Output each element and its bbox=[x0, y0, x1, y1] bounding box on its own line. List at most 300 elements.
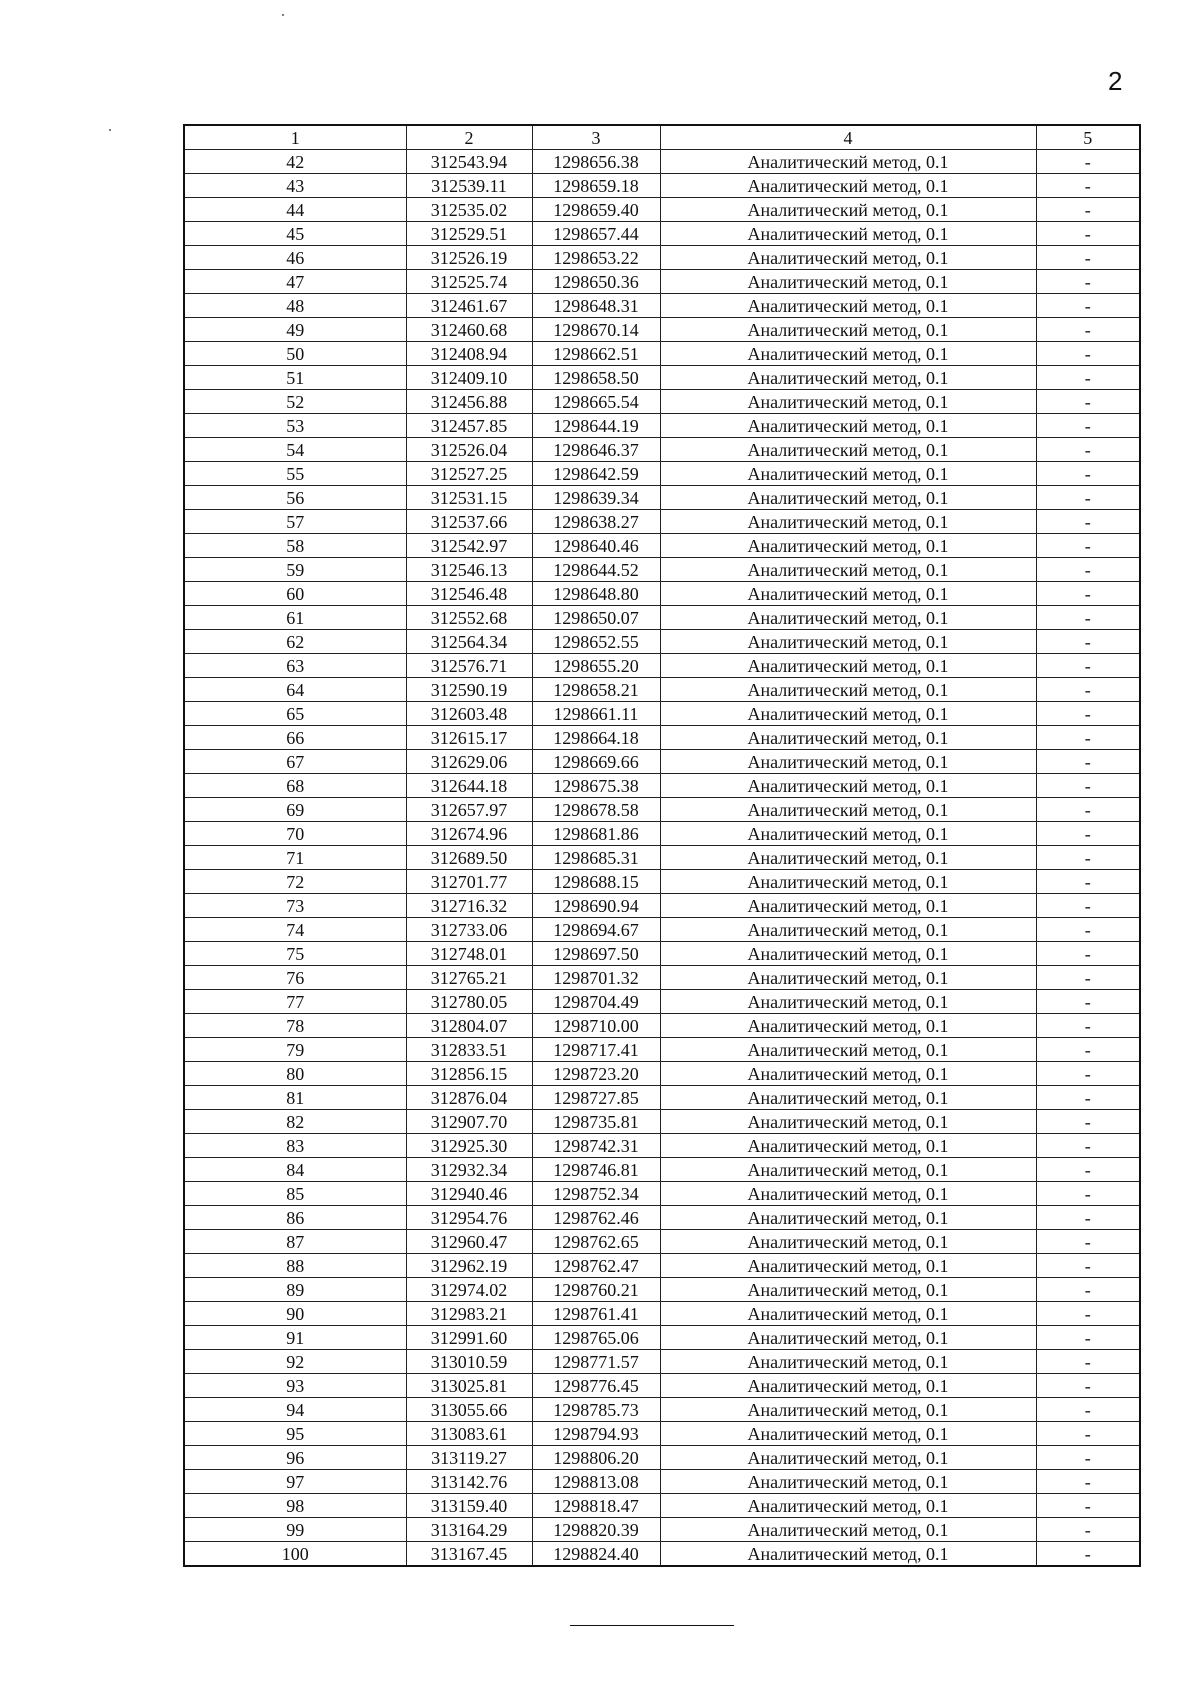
point-number-cell: 55 bbox=[184, 462, 406, 486]
method-cell: Аналитический метод, 0.1 bbox=[660, 294, 1036, 318]
method-cell: Аналитический метод, 0.1 bbox=[660, 990, 1036, 1014]
table-body bbox=[184, 150, 1140, 1567]
method-cell: Аналитический метод, 0.1 bbox=[660, 822, 1036, 846]
point-number-cell: 46 bbox=[184, 246, 406, 270]
point-number-cell: 78 bbox=[184, 1014, 406, 1038]
x-coordinate-cell: 312576.71 bbox=[406, 654, 532, 678]
method-cell: Аналитический метод, 0.1 bbox=[660, 702, 1036, 726]
y-coordinate-cell: 1298694.67 bbox=[532, 918, 660, 942]
method-cell: Аналитический метод, 0.1 bbox=[660, 318, 1036, 342]
note-cell: - bbox=[1036, 654, 1140, 678]
method-cell: Аналитический метод, 0.1 bbox=[660, 534, 1036, 558]
y-coordinate-cell: 1298820.39 bbox=[532, 1518, 660, 1542]
method-cell: Аналитический метод, 0.1 bbox=[660, 582, 1036, 606]
method-cell: Аналитический метод, 0.1 bbox=[660, 918, 1036, 942]
table-row bbox=[184, 1158, 1140, 1182]
method-cell: Аналитический метод, 0.1 bbox=[660, 414, 1036, 438]
x-coordinate-cell: 312907.70 bbox=[406, 1110, 532, 1134]
x-coordinate-cell: 312960.47 bbox=[406, 1230, 532, 1254]
point-number-cell: 73 bbox=[184, 894, 406, 918]
method-cell: Аналитический метод, 0.1 bbox=[660, 438, 1036, 462]
y-coordinate-cell: 1298701.32 bbox=[532, 966, 660, 990]
note-cell: - bbox=[1036, 534, 1140, 558]
x-coordinate-cell: 312542.97 bbox=[406, 534, 532, 558]
y-coordinate-cell: 1298662.51 bbox=[532, 342, 660, 366]
note-cell: - bbox=[1036, 942, 1140, 966]
x-coordinate-cell: 312954.76 bbox=[406, 1206, 532, 1230]
point-number-cell: 48 bbox=[184, 294, 406, 318]
note-cell: - bbox=[1036, 1158, 1140, 1182]
note-cell: - bbox=[1036, 318, 1140, 342]
note-cell: - bbox=[1036, 1518, 1140, 1542]
y-coordinate-cell: 1298717.41 bbox=[532, 1038, 660, 1062]
point-number-cell: 74 bbox=[184, 918, 406, 942]
note-cell: - bbox=[1036, 1182, 1140, 1206]
method-cell: Аналитический метод, 0.1 bbox=[660, 486, 1036, 510]
y-coordinate-cell: 1298646.37 bbox=[532, 438, 660, 462]
method-cell: Аналитический метод, 0.1 bbox=[660, 342, 1036, 366]
point-number-cell: 60 bbox=[184, 582, 406, 606]
method-cell: Аналитический метод, 0.1 bbox=[660, 1494, 1036, 1518]
x-coordinate-cell: 312525.74 bbox=[406, 270, 532, 294]
x-coordinate-cell: 312603.48 bbox=[406, 702, 532, 726]
y-coordinate-cell: 1298658.50 bbox=[532, 366, 660, 390]
method-cell: Аналитический метод, 0.1 bbox=[660, 1182, 1036, 1206]
x-coordinate-cell: 313010.59 bbox=[406, 1350, 532, 1374]
x-coordinate-cell: 312765.21 bbox=[406, 966, 532, 990]
method-cell: Аналитический метод, 0.1 bbox=[660, 150, 1036, 174]
method-cell: Аналитический метод, 0.1 bbox=[660, 390, 1036, 414]
table-row bbox=[184, 870, 1140, 894]
table-row bbox=[184, 534, 1140, 558]
table-row bbox=[184, 894, 1140, 918]
point-number-cell: 91 bbox=[184, 1326, 406, 1350]
y-coordinate-cell: 1298675.38 bbox=[532, 774, 660, 798]
column-header-5: 5 bbox=[1036, 125, 1140, 150]
method-cell: Аналитический метод, 0.1 bbox=[660, 174, 1036, 198]
note-cell: - bbox=[1036, 150, 1140, 174]
table-row bbox=[184, 294, 1140, 318]
note-cell: - bbox=[1036, 366, 1140, 390]
x-coordinate-cell: 312925.30 bbox=[406, 1134, 532, 1158]
point-number-cell: 58 bbox=[184, 534, 406, 558]
table-row bbox=[184, 1542, 1140, 1567]
table-row bbox=[184, 1422, 1140, 1446]
method-cell: Аналитический метод, 0.1 bbox=[660, 1326, 1036, 1350]
note-cell: - bbox=[1036, 1134, 1140, 1158]
note-cell: - bbox=[1036, 1398, 1140, 1422]
table-row bbox=[184, 150, 1140, 174]
y-coordinate-cell: 1298638.27 bbox=[532, 510, 660, 534]
y-coordinate-cell: 1298639.34 bbox=[532, 486, 660, 510]
table-row bbox=[184, 1398, 1140, 1422]
y-coordinate-cell: 1298727.85 bbox=[532, 1086, 660, 1110]
point-number-cell: 65 bbox=[184, 702, 406, 726]
y-coordinate-cell: 1298824.40 bbox=[532, 1542, 660, 1567]
x-coordinate-cell: 312457.85 bbox=[406, 414, 532, 438]
y-coordinate-cell: 1298640.46 bbox=[532, 534, 660, 558]
x-coordinate-cell: 312552.68 bbox=[406, 606, 532, 630]
table-row bbox=[184, 678, 1140, 702]
point-number-cell: 86 bbox=[184, 1206, 406, 1230]
table-row bbox=[184, 966, 1140, 990]
note-cell: - bbox=[1036, 390, 1140, 414]
y-coordinate-cell: 1298642.59 bbox=[532, 462, 660, 486]
point-number-cell: 64 bbox=[184, 678, 406, 702]
x-coordinate-cell: 312716.32 bbox=[406, 894, 532, 918]
x-coordinate-cell: 312590.19 bbox=[406, 678, 532, 702]
point-number-cell: 81 bbox=[184, 1086, 406, 1110]
table-row bbox=[184, 1350, 1140, 1374]
table-row bbox=[184, 438, 1140, 462]
point-number-cell: 61 bbox=[184, 606, 406, 630]
x-coordinate-cell: 312460.68 bbox=[406, 318, 532, 342]
point-number-cell: 97 bbox=[184, 1470, 406, 1494]
table-row bbox=[184, 582, 1140, 606]
table-row bbox=[184, 822, 1140, 846]
y-coordinate-cell: 1298656.38 bbox=[532, 150, 660, 174]
y-coordinate-cell: 1298735.81 bbox=[532, 1110, 660, 1134]
table-row bbox=[184, 1494, 1140, 1518]
x-coordinate-cell: 312526.04 bbox=[406, 438, 532, 462]
note-cell: - bbox=[1036, 222, 1140, 246]
note-cell: - bbox=[1036, 1086, 1140, 1110]
footer-rule bbox=[570, 1625, 734, 1626]
point-number-cell: 87 bbox=[184, 1230, 406, 1254]
table-row bbox=[184, 1518, 1140, 1542]
y-coordinate-cell: 1298678.58 bbox=[532, 798, 660, 822]
x-coordinate-cell: 312461.67 bbox=[406, 294, 532, 318]
method-cell: Аналитический метод, 0.1 bbox=[660, 1422, 1036, 1446]
note-cell: - bbox=[1036, 918, 1140, 942]
method-cell: Аналитический метод, 0.1 bbox=[660, 726, 1036, 750]
scan-speck bbox=[109, 129, 111, 131]
table-row bbox=[184, 246, 1140, 270]
table-row bbox=[184, 486, 1140, 510]
point-number-cell: 42 bbox=[184, 150, 406, 174]
y-coordinate-cell: 1298670.14 bbox=[532, 318, 660, 342]
note-cell: - bbox=[1036, 1254, 1140, 1278]
y-coordinate-cell: 1298664.18 bbox=[532, 726, 660, 750]
method-cell: Аналитический метод, 0.1 bbox=[660, 1350, 1036, 1374]
table-row bbox=[184, 726, 1140, 750]
point-number-cell: 82 bbox=[184, 1110, 406, 1134]
note-cell: - bbox=[1036, 1278, 1140, 1302]
point-number-cell: 75 bbox=[184, 942, 406, 966]
table-row bbox=[184, 654, 1140, 678]
table-row bbox=[184, 630, 1140, 654]
point-number-cell: 90 bbox=[184, 1302, 406, 1326]
y-coordinate-cell: 1298742.31 bbox=[532, 1134, 660, 1158]
column-header-1: 1 bbox=[184, 125, 406, 150]
x-coordinate-cell: 312748.01 bbox=[406, 942, 532, 966]
y-coordinate-cell: 1298653.22 bbox=[532, 246, 660, 270]
method-cell: Аналитический метод, 0.1 bbox=[660, 678, 1036, 702]
point-number-cell: 100 bbox=[184, 1542, 406, 1567]
scan-speck bbox=[282, 14, 284, 16]
x-coordinate-cell: 312733.06 bbox=[406, 918, 532, 942]
y-coordinate-cell: 1298685.31 bbox=[532, 846, 660, 870]
x-coordinate-cell: 312564.34 bbox=[406, 630, 532, 654]
note-cell: - bbox=[1036, 966, 1140, 990]
note-cell: - bbox=[1036, 510, 1140, 534]
method-cell: Аналитический метод, 0.1 bbox=[660, 1542, 1036, 1567]
point-number-cell: 53 bbox=[184, 414, 406, 438]
x-coordinate-cell: 312456.88 bbox=[406, 390, 532, 414]
x-coordinate-cell: 312780.05 bbox=[406, 990, 532, 1014]
table-row bbox=[184, 270, 1140, 294]
note-cell: - bbox=[1036, 606, 1140, 630]
table-row bbox=[184, 1014, 1140, 1038]
y-coordinate-cell: 1298658.21 bbox=[532, 678, 660, 702]
table-row bbox=[184, 462, 1140, 486]
point-number-cell: 68 bbox=[184, 774, 406, 798]
method-cell: Аналитический метод, 0.1 bbox=[660, 1158, 1036, 1182]
note-cell: - bbox=[1036, 798, 1140, 822]
table-row bbox=[184, 1254, 1140, 1278]
x-coordinate-cell: 312833.51 bbox=[406, 1038, 532, 1062]
x-coordinate-cell: 313119.27 bbox=[406, 1446, 532, 1470]
note-cell: - bbox=[1036, 1038, 1140, 1062]
point-number-cell: 85 bbox=[184, 1182, 406, 1206]
table-row bbox=[184, 342, 1140, 366]
y-coordinate-cell: 1298761.41 bbox=[532, 1302, 660, 1326]
point-number-cell: 80 bbox=[184, 1062, 406, 1086]
table-row bbox=[184, 1278, 1140, 1302]
table-row bbox=[184, 1206, 1140, 1230]
method-cell: Аналитический метод, 0.1 bbox=[660, 942, 1036, 966]
x-coordinate-cell: 313083.61 bbox=[406, 1422, 532, 1446]
table-row bbox=[184, 990, 1140, 1014]
note-cell: - bbox=[1036, 270, 1140, 294]
method-cell: Аналитический метод, 0.1 bbox=[660, 966, 1036, 990]
table-row bbox=[184, 1038, 1140, 1062]
table-row bbox=[184, 606, 1140, 630]
note-cell: - bbox=[1036, 630, 1140, 654]
note-cell: - bbox=[1036, 1206, 1140, 1230]
column-header-2: 2 bbox=[406, 125, 532, 150]
y-coordinate-cell: 1298652.55 bbox=[532, 630, 660, 654]
y-coordinate-cell: 1298688.15 bbox=[532, 870, 660, 894]
x-coordinate-cell: 312657.97 bbox=[406, 798, 532, 822]
point-number-cell: 89 bbox=[184, 1278, 406, 1302]
point-number-cell: 63 bbox=[184, 654, 406, 678]
table-row bbox=[184, 222, 1140, 246]
x-coordinate-cell: 312983.21 bbox=[406, 1302, 532, 1326]
method-cell: Аналитический метод, 0.1 bbox=[660, 750, 1036, 774]
note-cell: - bbox=[1036, 294, 1140, 318]
note-cell: - bbox=[1036, 1230, 1140, 1254]
y-coordinate-cell: 1298681.86 bbox=[532, 822, 660, 846]
y-coordinate-cell: 1298806.20 bbox=[532, 1446, 660, 1470]
note-cell: - bbox=[1036, 870, 1140, 894]
table-row bbox=[184, 558, 1140, 582]
note-cell: - bbox=[1036, 486, 1140, 510]
table-row bbox=[184, 414, 1140, 438]
x-coordinate-cell: 313142.76 bbox=[406, 1470, 532, 1494]
point-number-cell: 88 bbox=[184, 1254, 406, 1278]
table-row bbox=[184, 1446, 1140, 1470]
table-row bbox=[184, 1230, 1140, 1254]
point-number-cell: 71 bbox=[184, 846, 406, 870]
note-cell: - bbox=[1036, 462, 1140, 486]
table-header-row bbox=[184, 125, 1140, 150]
point-number-cell: 94 bbox=[184, 1398, 406, 1422]
note-cell: - bbox=[1036, 1014, 1140, 1038]
table-row bbox=[184, 846, 1140, 870]
y-coordinate-cell: 1298650.36 bbox=[532, 270, 660, 294]
note-cell: - bbox=[1036, 198, 1140, 222]
note-cell: - bbox=[1036, 1374, 1140, 1398]
method-cell: Аналитический метод, 0.1 bbox=[660, 1470, 1036, 1494]
note-cell: - bbox=[1036, 342, 1140, 366]
x-coordinate-cell: 312856.15 bbox=[406, 1062, 532, 1086]
point-number-cell: 83 bbox=[184, 1134, 406, 1158]
method-cell: Аналитический метод, 0.1 bbox=[660, 846, 1036, 870]
x-coordinate-cell: 312537.66 bbox=[406, 510, 532, 534]
point-number-cell: 43 bbox=[184, 174, 406, 198]
y-coordinate-cell: 1298669.66 bbox=[532, 750, 660, 774]
y-coordinate-cell: 1298659.40 bbox=[532, 198, 660, 222]
point-number-cell: 56 bbox=[184, 486, 406, 510]
y-coordinate-cell: 1298746.81 bbox=[532, 1158, 660, 1182]
table-row bbox=[184, 1086, 1140, 1110]
method-cell: Аналитический метод, 0.1 bbox=[660, 1062, 1036, 1086]
point-number-cell: 66 bbox=[184, 726, 406, 750]
method-cell: Аналитический метод, 0.1 bbox=[660, 1038, 1036, 1062]
x-coordinate-cell: 312531.15 bbox=[406, 486, 532, 510]
x-coordinate-cell: 312674.96 bbox=[406, 822, 532, 846]
note-cell: - bbox=[1036, 246, 1140, 270]
y-coordinate-cell: 1298776.45 bbox=[532, 1374, 660, 1398]
note-cell: - bbox=[1036, 894, 1140, 918]
method-cell: Аналитический метод, 0.1 bbox=[660, 1446, 1036, 1470]
table-row bbox=[184, 750, 1140, 774]
note-cell: - bbox=[1036, 1446, 1140, 1470]
table-row bbox=[184, 798, 1140, 822]
method-cell: Аналитический метод, 0.1 bbox=[660, 894, 1036, 918]
method-cell: Аналитический метод, 0.1 bbox=[660, 366, 1036, 390]
table-row bbox=[184, 318, 1140, 342]
method-cell: Аналитический метод, 0.1 bbox=[660, 222, 1036, 246]
note-cell: - bbox=[1036, 990, 1140, 1014]
x-coordinate-cell: 312644.18 bbox=[406, 774, 532, 798]
x-coordinate-cell: 313164.29 bbox=[406, 1518, 532, 1542]
method-cell: Аналитический метод, 0.1 bbox=[660, 1278, 1036, 1302]
method-cell: Аналитический метод, 0.1 bbox=[660, 630, 1036, 654]
y-coordinate-cell: 1298644.52 bbox=[532, 558, 660, 582]
point-number-cell: 69 bbox=[184, 798, 406, 822]
point-number-cell: 98 bbox=[184, 1494, 406, 1518]
method-cell: Аналитический метод, 0.1 bbox=[660, 1518, 1036, 1542]
y-coordinate-cell: 1298650.07 bbox=[532, 606, 660, 630]
point-number-cell: 95 bbox=[184, 1422, 406, 1446]
table-row bbox=[184, 1302, 1140, 1326]
note-cell: - bbox=[1036, 846, 1140, 870]
x-coordinate-cell: 312876.04 bbox=[406, 1086, 532, 1110]
table-row bbox=[184, 702, 1140, 726]
method-cell: Аналитический метод, 0.1 bbox=[660, 1254, 1036, 1278]
x-coordinate-cell: 312804.07 bbox=[406, 1014, 532, 1038]
x-coordinate-cell: 312689.50 bbox=[406, 846, 532, 870]
y-coordinate-cell: 1298697.50 bbox=[532, 942, 660, 966]
x-coordinate-cell: 312408.94 bbox=[406, 342, 532, 366]
note-cell: - bbox=[1036, 438, 1140, 462]
note-cell: - bbox=[1036, 726, 1140, 750]
y-coordinate-cell: 1298760.21 bbox=[532, 1278, 660, 1302]
y-coordinate-cell: 1298765.06 bbox=[532, 1326, 660, 1350]
table-row bbox=[184, 510, 1140, 534]
method-cell: Аналитический метод, 0.1 bbox=[660, 270, 1036, 294]
y-coordinate-cell: 1298762.65 bbox=[532, 1230, 660, 1254]
method-cell: Аналитический метод, 0.1 bbox=[660, 1014, 1036, 1038]
table-row bbox=[184, 1134, 1140, 1158]
note-cell: - bbox=[1036, 1350, 1140, 1374]
y-coordinate-cell: 1298771.57 bbox=[532, 1350, 660, 1374]
point-number-cell: 50 bbox=[184, 342, 406, 366]
method-cell: Аналитический метод, 0.1 bbox=[660, 1302, 1036, 1326]
x-coordinate-cell: 312526.19 bbox=[406, 246, 532, 270]
y-coordinate-cell: 1298723.20 bbox=[532, 1062, 660, 1086]
note-cell: - bbox=[1036, 174, 1140, 198]
table-row bbox=[184, 1374, 1140, 1398]
y-coordinate-cell: 1298710.00 bbox=[532, 1014, 660, 1038]
y-coordinate-cell: 1298665.54 bbox=[532, 390, 660, 414]
point-number-cell: 67 bbox=[184, 750, 406, 774]
x-coordinate-cell: 312535.02 bbox=[406, 198, 532, 222]
note-cell: - bbox=[1036, 1422, 1140, 1446]
x-coordinate-cell: 313167.45 bbox=[406, 1542, 532, 1567]
point-number-cell: 70 bbox=[184, 822, 406, 846]
column-header-3: 3 bbox=[532, 125, 660, 150]
method-cell: Аналитический метод, 0.1 bbox=[660, 462, 1036, 486]
point-number-cell: 45 bbox=[184, 222, 406, 246]
point-number-cell: 79 bbox=[184, 1038, 406, 1062]
note-cell: - bbox=[1036, 1302, 1140, 1326]
note-cell: - bbox=[1036, 582, 1140, 606]
table-row bbox=[184, 198, 1140, 222]
x-coordinate-cell: 312932.34 bbox=[406, 1158, 532, 1182]
x-coordinate-cell: 312546.48 bbox=[406, 582, 532, 606]
y-coordinate-cell: 1298762.46 bbox=[532, 1206, 660, 1230]
x-coordinate-cell: 313159.40 bbox=[406, 1494, 532, 1518]
method-cell: Аналитический метод, 0.1 bbox=[660, 870, 1036, 894]
note-cell: - bbox=[1036, 1542, 1140, 1567]
point-number-cell: 47 bbox=[184, 270, 406, 294]
point-number-cell: 92 bbox=[184, 1350, 406, 1374]
y-coordinate-cell: 1298813.08 bbox=[532, 1470, 660, 1494]
y-coordinate-cell: 1298752.34 bbox=[532, 1182, 660, 1206]
method-cell: Аналитический метод, 0.1 bbox=[660, 246, 1036, 270]
table-row bbox=[184, 1326, 1140, 1350]
point-number-cell: 51 bbox=[184, 366, 406, 390]
note-cell: - bbox=[1036, 1494, 1140, 1518]
y-coordinate-cell: 1298657.44 bbox=[532, 222, 660, 246]
method-cell: Аналитический метод, 0.1 bbox=[660, 798, 1036, 822]
table-row bbox=[184, 390, 1140, 414]
table-row bbox=[184, 174, 1140, 198]
table-row bbox=[184, 1062, 1140, 1086]
coordinates-table bbox=[183, 124, 1141, 1567]
y-coordinate-cell: 1298648.80 bbox=[532, 582, 660, 606]
note-cell: - bbox=[1036, 1470, 1140, 1494]
note-cell: - bbox=[1036, 678, 1140, 702]
point-number-cell: 76 bbox=[184, 966, 406, 990]
method-cell: Аналитический метод, 0.1 bbox=[660, 1086, 1036, 1110]
x-coordinate-cell: 312539.11 bbox=[406, 174, 532, 198]
point-number-cell: 84 bbox=[184, 1158, 406, 1182]
method-cell: Аналитический метод, 0.1 bbox=[660, 1134, 1036, 1158]
